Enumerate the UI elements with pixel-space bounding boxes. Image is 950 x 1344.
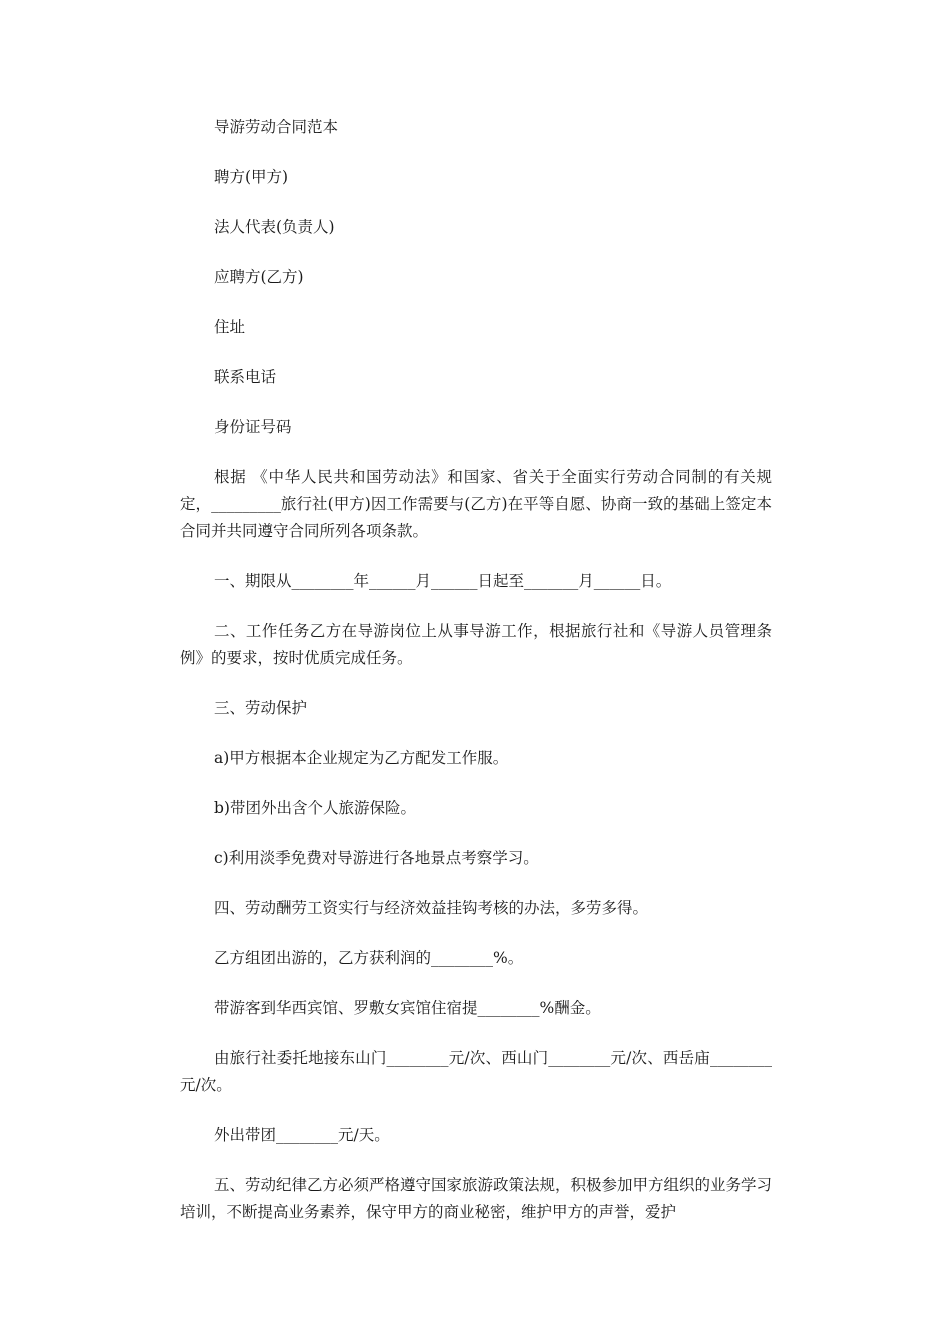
remuneration-out-tour: 外出带团________元/天。 (214, 1126, 390, 1144)
protection-item-b: b)带团外出含个人旅游保险。 (214, 799, 416, 817)
clause-labor-protection: 三、劳动保护 (214, 699, 308, 717)
remuneration-group-tour: 乙方组团出游的，乙方获利润的________%。 (214, 949, 524, 967)
remuneration-local-reception: 由旅行社委托地接东山门________元/次、西山门________元/次、西岳庙________元/次。 (180, 1049, 772, 1094)
id-number-line: 身份证号码 (214, 418, 292, 436)
remuneration-hotel: 带游客到华西宾馆、罗敷女宾馆住宿提________%酬金。 (214, 999, 601, 1017)
legal-representative-line: 法人代表(负责人) (214, 218, 335, 236)
address-line: 住址 (214, 318, 246, 336)
party-b-line: 应聘方(乙方) (214, 268, 304, 286)
protection-item-a: a)甲方根据本企业规定为乙方配发工作服。 (214, 749, 509, 767)
document-title: 导游劳动合同范本 (214, 118, 339, 136)
preamble-paragraph: 根据 《中华人民共和国劳动法》和国家、省关于全面实行劳动合同制的有关规定，_________旅行社(甲方)因工作需要与(乙方)在平等自愿、协商一致的基础上签定本合同并共同遵守合同所列各项条款。 (180, 468, 772, 540)
party-a-line: 聘方(甲方) (214, 168, 289, 186)
clause-discipline: 五、劳动纪律乙方必须严格遵守国家旅游政策法规，积极参加甲方组织的业务学习培训，不断提高业务素养，保守甲方的商业秘密，维护甲方的声誉，爱护 (180, 1176, 773, 1221)
protection-item-c: c)利用淡季免费对导游进行各地景点考察学习。 (214, 849, 539, 867)
clause-remuneration: 四、劳动酬劳工资实行与经济效益挂钩考核的办法，多劳多得。 (214, 899, 649, 917)
clause-work-task: 二、工作任务乙方在导游岗位上从事导游工作，根据旅行社和《导游人员管理条例》的要求，按时优质完成任务。 (180, 622, 772, 667)
document-page (180, 114, 772, 1249)
phone-line: 联系电话 (214, 368, 277, 386)
clause-term: 一、期限从________年______月______日起至_______月______日。 (214, 572, 672, 590)
